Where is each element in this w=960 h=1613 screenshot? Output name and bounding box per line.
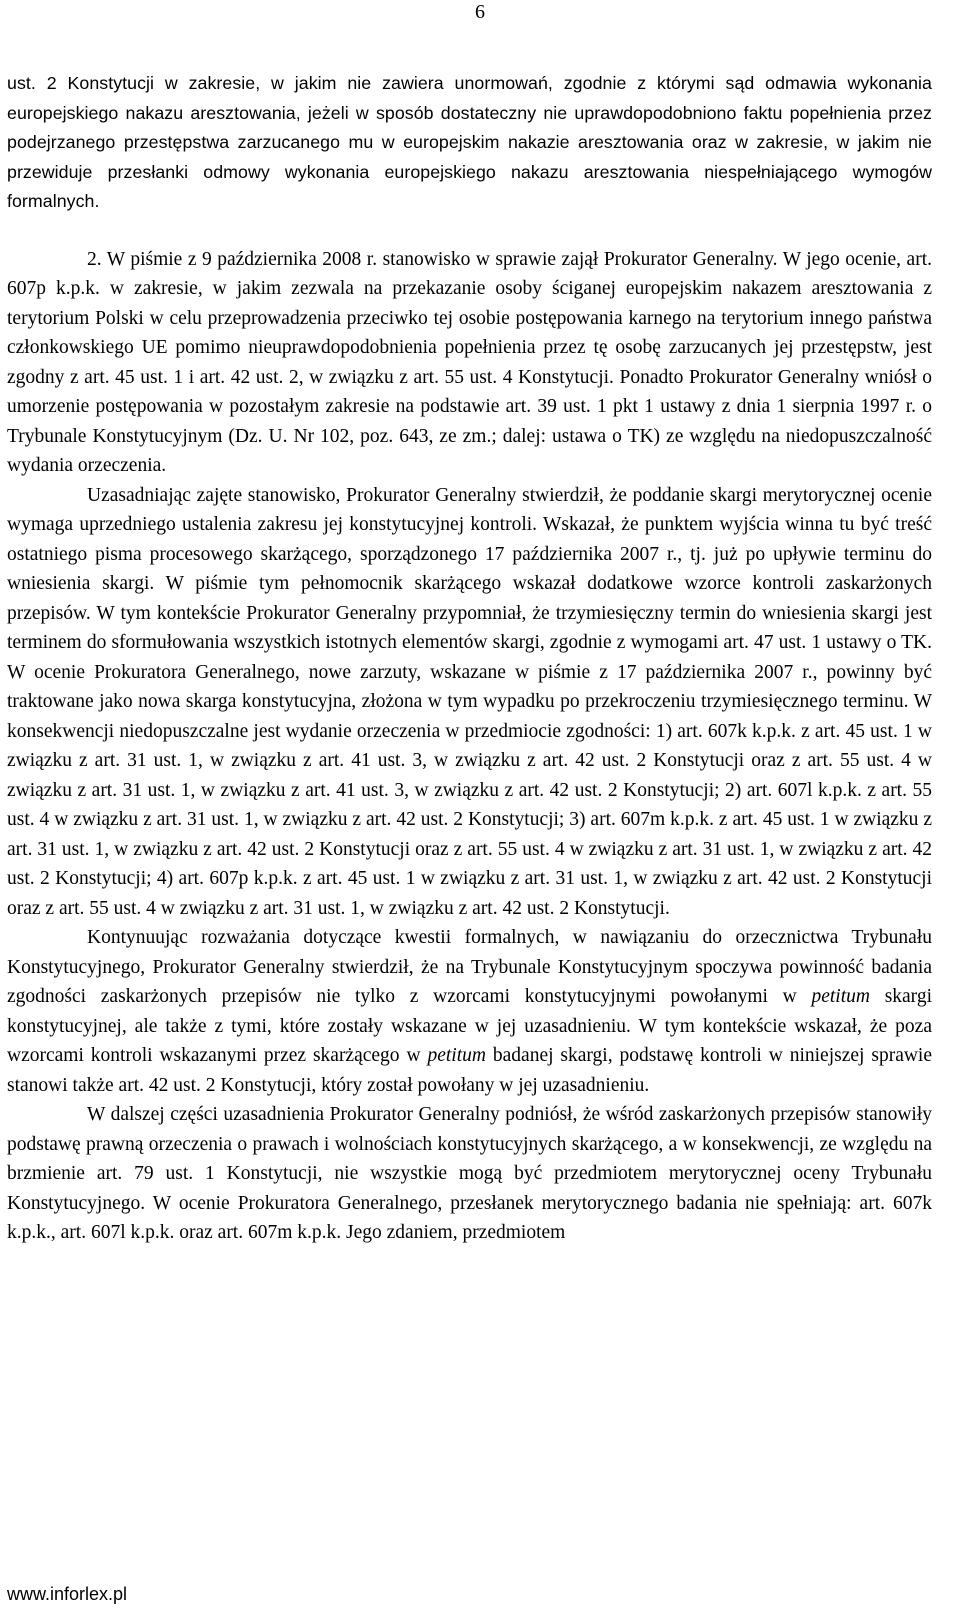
paragraph-4-italic-petitum-1: petitum: [811, 986, 870, 1007]
paragraph-4-part-b: skargi konstytucyjnej, ale także z tymi, które zostały wskazane w jej uzasadnieniu. W tym kontekście wskazał, że poza wzorcami kontroli wskazanymi przez skarżącego w: [7, 986, 932, 1066]
paragraph-2-number: 2.: [87, 248, 102, 270]
footer-url: www.inforlex.pl: [7, 1584, 128, 1604]
paragraph-4-part-c: badanej skargi, podstawę kontroli w niniejszej sprawie stanowi także art. 42 ust. 2 Konstytucji, który został powołany w jej uzasadnieniu.: [7, 1045, 933, 1096]
paragraph-5: W dalszej części uzasadnienia Prokurator Generalny podniósł, że wśród zaskarżonych przepisów stanowiły podstawę prawną orzeczenia o prawach i wolnościach konstytucyjnych skarżącego, a w konsekwencji, ze względu na brzmienie art. 79 ust. 1 Konstytucji, nie wszystkie mogą być przedmiotem merytorycznej oceny Trybunału Konstytucyjnego. W ocenie Prokuratora Generalnego, przesłanek merytorycznego badania nie spełniają: art. 607k k.p.k., art. 607l k.p.k. oraz art. 607m k.p.k. Jego zdaniem, przedmiotem: [7, 1104, 932, 1243]
paragraph-2: [7, 245, 932, 481]
document-body: [7, 69, 932, 1248]
paragraph-4-italic-petitum-2: petitum: [427, 1045, 486, 1066]
paragraph-gap: [7, 217, 932, 245]
paragraph-1: ust. 2 Konstytucji w zakresie, w jakim nie zawiera unormowań, zgodnie z którymi sąd odmawia wykonania europejskiego nakazu aresztowania, jeżeli w sposób dostateczny nie uprawdopodobniono faktu popełnienia przez podejrzanego przestępstwa zarzucanego mu w europejskim nakazie aresztowania oraz w zakresie, w jakim nie przewiduje przesłanki odmowy wykonania europejskiego nakazu aresztowania niespełniającego wymogów formalnych.: [7, 73, 932, 211]
paragraph-4-part-a: Kontynuując rozważania dotyczące kwestii formalnych, w nawiązaniu do orzecznictwa Trybunału Konstytucyjnego, Prokurator Generalny stwierdził, że na Trybunale Konstytucyjnym spoczywa powinność badania zgodności zaskarżonych przepisów nie tylko z wzorcami konstytucyjnymi powołanymi w: [7, 927, 932, 1007]
page-number: 6: [475, 1, 485, 23]
paragraph-4: [7, 923, 932, 1100]
paragraph-3: Uzasadniając zajęte stanowisko, Prokurator Generalny stwierdził, że poddanie skargi merytorycznej ocenie wymaga uprzedniego ustalenia zakresu jej konstytucyjnej kontroli. Wskazał, że punktem wyjścia winna tu być treść ostatniego pisma procesowego skarżącego, sporządzonego 17 października 2007 r., tj. już po upływie terminu do wniesienia skargi. W piśmie tym pełnomocnik skarżącego wskazał dodatkowe wzorce kontroli zaskarżonych przepisów. W tym kontekście Prokurator Generalny przypomniał, że trzymiesięczny termin do wniesienia skargi jest terminem do sformułowania wszystkich istotnych elementów skargi, zgodnie z wymogami art. 47 ust. 1 ustawy o TK. W ocenie Prokuratora Generalnego, nowe zarzuty, wskazane w piśmie z 17 października 2007 r., powinny być traktowane jako nowa skarga konstytucyjna, złożona w tym wypadku po przekroczeniu trzymiesięcznego terminu. W konsekwencji niedopuszczalne jest wydanie orzeczenia w przedmiocie zgodności: 1) art. 607k k.p.k. z art. 45 ust. 1 w związku z art. 31 ust. 1, w związku z art. 41 ust. 3, w związku z art. 42 ust. 2 Konstytucji oraz z art. 55 ust. 4 w związku z art. 31 ust. 1, w związku z art. 41 ust. 3, w związku z art. 42 ust. 2 Konstytucji; 2) art. 607l k.p.k. z art. 55 ust. 4 w związku z art. 31 ust. 1, w związku z art. 42 ust. 2 Konstytucji; 3) art. 607m k.p.k. z art. 45 ust. 1 w związku z art. 31 ust. 1, w związku z art. 42 ust. 2 Konstytucji oraz z art. 55 ust. 4 w związku z art. 31 ust. 1, w związku z art. 42 ust. 2 Konstytucji; 4) art. 607p k.p.k. z art. 45 ust. 1 w związku z art. 31 ust. 1, w związku z art. 42 ust. 2 Konstytucji oraz z art. 55 ust. 4 w związku z art. 31 ust. 1, w związku z art. 42 ust. 2 Konstytucji.: [7, 484, 932, 919]
paragraph-2-text: W piśmie z 9 października 2008 r. stanowisko w sprawie zajął Prokurator Generalny. W jego ocenie, art. 607p k.p.k. w zakresie, w jakim zezwala na przekazanie osoby ściganej europejskim nakazem aresztowania z terytorium Polski w celu przeprowadzenia przeciwko tej osobie postępowania karnego na terytorium innego państwa członkowskiego UE pomimo nieuprawdopodobnienia popełnienia przez tę osobę zarzucanych jej przestępstw, jest zgodny z art. 45 ust. 1 i art. 42 ust. 2, w związku z art. 55 ust. 4 Konstytucji. Ponadto Prokurator Generalny wniósł o umorzenie postępowania w pozostałym zakresie na podstawie art. 39 ust. 1 pkt 1 ustawy z dnia 1 sierpnia 1997 r. o Trybunale Konstytucyjnym (Dz. U. Nr 102, poz. 643, ze zm.; dalej: ustawa o TK) ze względu na niedopuszczalność wydania orzeczenia.: [7, 248, 932, 476]
